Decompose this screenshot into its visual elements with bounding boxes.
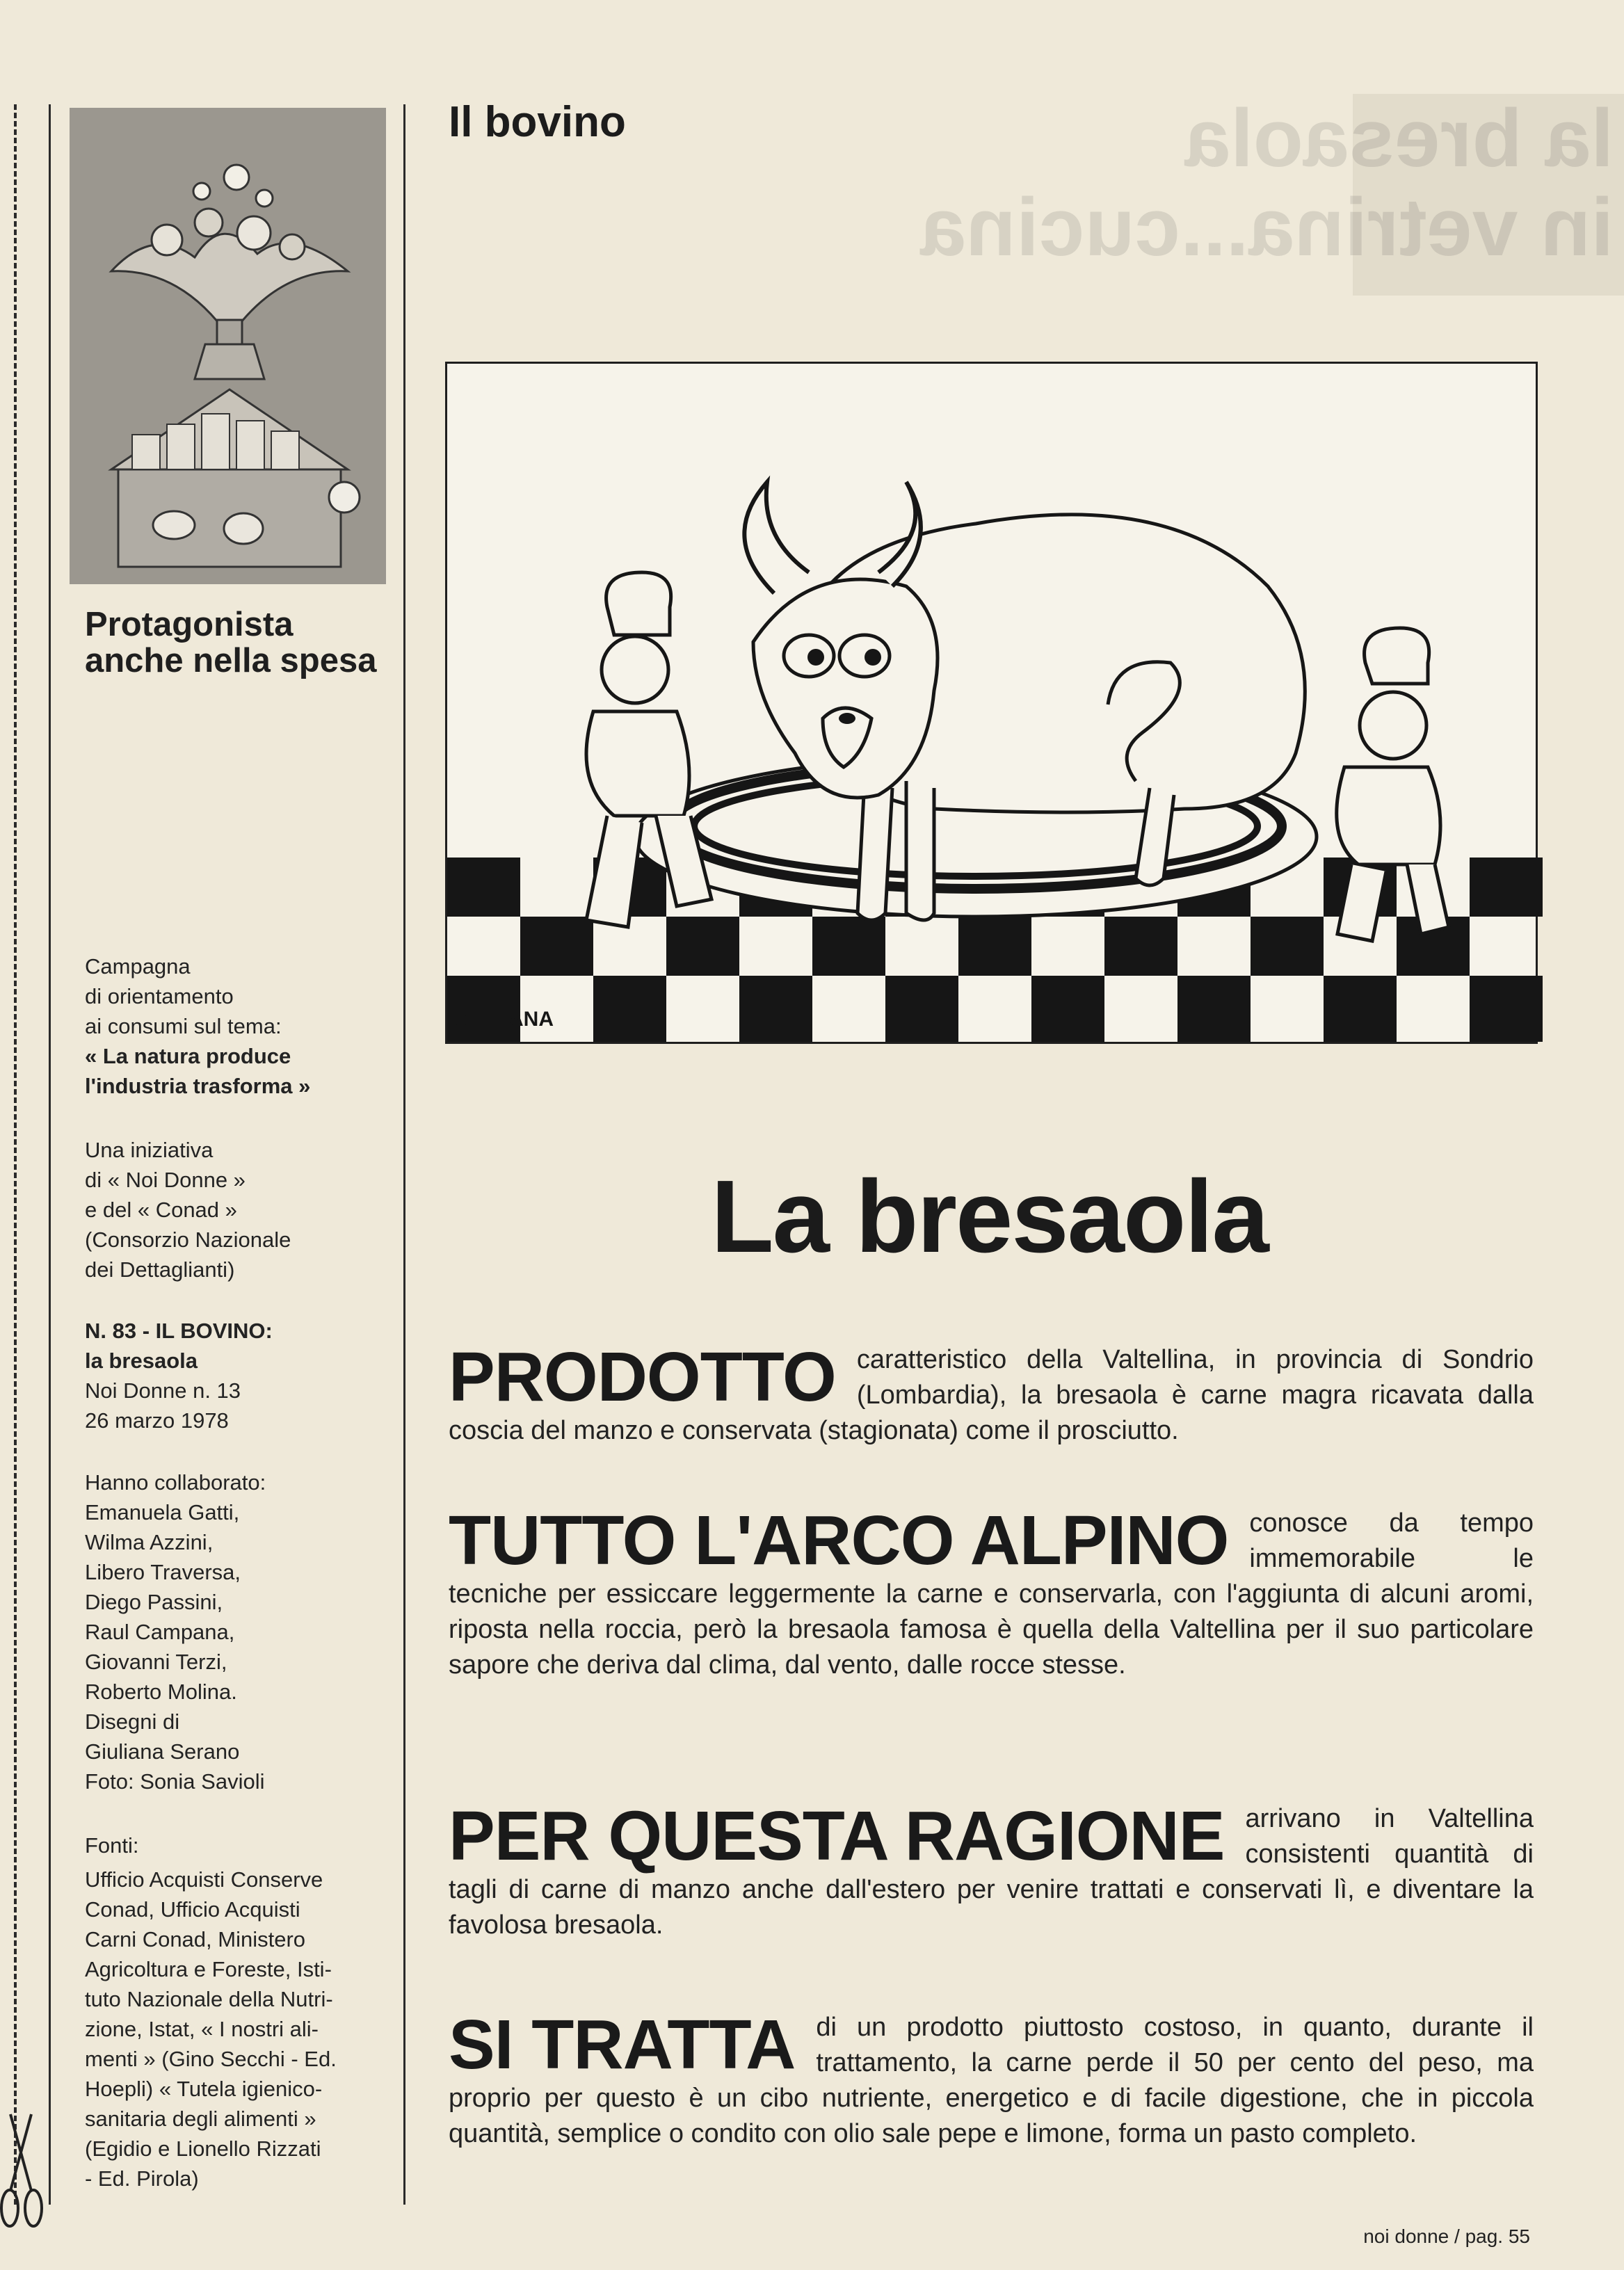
- initiative-line: dei Dettaglianti): [85, 1257, 235, 1282]
- article-paragraph: [449, 1797, 1534, 1943]
- source-line: zione, Istat, « I nostri ali-: [85, 2017, 319, 2041]
- paragraph-text: arrivano in Valtellina consistenti quantità di tagli di carne di manzo anche dall'estero per venire trattati e conservati lì, e diventare la favolosa bresaola.: [449, 1804, 1534, 1940]
- issue-subject: la bresaola: [85, 1349, 198, 1373]
- source-line: menti » (Gino Secchi - Ed.: [85, 2047, 337, 2071]
- credits-heading: Hanno collaborato:: [85, 1470, 266, 1495]
- source-line: Carni Conad, Ministero: [85, 1927, 306, 1951]
- credit-name: Roberto Molina.: [85, 1680, 237, 1704]
- ghost-line: la bresaola: [1184, 92, 1614, 184]
- credit-name: Wilma Azzini,: [85, 1530, 214, 1554]
- bull-cartoon-illustration: [445, 362, 1538, 1044]
- initiative-line: e del « Conad »: [85, 1198, 237, 1222]
- credit-name: Libero Traversa,: [85, 1560, 241, 1584]
- sidebar-heading: Protagonista anche nella spesa: [85, 606, 377, 679]
- paragraph-text: di un prodotto piuttosto costoso, in quanto, durante il trattamento, la carne perde il 50 per cento del peso, ma proprio per questo è un cibo nutriente, energetico e di facile digestione, che in piccola quantità, semplice o condito con olio sale pepe e limone, forma un pasto completo.: [449, 2013, 1534, 2148]
- credits-block: [85, 1467, 398, 1796]
- credit-name: Raul Campana,: [85, 1620, 235, 1644]
- initiative-line: (Consorzio Nazionale: [85, 1227, 291, 1252]
- drawings-name: Giuliana Serano: [85, 1739, 240, 1764]
- issue-number: N. 83 - IL BOVINO:: [85, 1319, 273, 1343]
- issue-magazine: Noi Donne n. 13: [85, 1378, 241, 1403]
- paragraph-lead: PRODOTTO: [449, 1338, 836, 1416]
- paragraph-text: conosce da tempo immemorabile le tecniche per essiccare leggermente la carne e conservarla, con l'aggiunta di alcuni aromi, riposta nella roccia, però la bresaola famosa è quella della Valtellina per il suo particolare sapore che deriva dal clima, dal vento, dalle rocce stesse.: [449, 1508, 1534, 1680]
- initiative-line: di « Noi Donne »: [85, 1168, 246, 1192]
- campaign-poster-image: [70, 108, 386, 584]
- drawings-label: Disegni di: [85, 1709, 180, 1734]
- column-divider: [403, 104, 405, 2205]
- credit-name: Emanuela Gatti,: [85, 1500, 240, 1524]
- paragraph-text: caratteristico della Valtellina, in provincia di Sondrio (Lombardia), la bresaola è carne magra ricavata dalla coscia del manzo e conservata (stagionata) come il prosciutto.: [449, 1345, 1534, 1445]
- campaign-theme: « La natura produce: [85, 1044, 291, 1068]
- source-line: tuto Nazionale della Nutri-: [85, 1987, 333, 2011]
- source-line: - Ed. Pirola): [85, 2166, 199, 2191]
- article-title: La bresaola: [711, 1159, 1268, 1274]
- source-line: (Egidio e Lionello Rizzati: [85, 2136, 321, 2161]
- initiative-line: Una iniziativa: [85, 1138, 214, 1162]
- article-paragraph: [449, 1502, 1534, 1683]
- illustration-signature: GIULIANA: [453, 1008, 554, 1031]
- sidebar-border: [49, 104, 51, 2205]
- campaign-block: [85, 951, 398, 1101]
- page-footer: noi donne / pag. 55: [1363, 2225, 1530, 2247]
- campaign-theme: l'industria trasforma »: [85, 1074, 311, 1098]
- photo-credit: Foto: Sonia Savioli: [85, 1769, 265, 1794]
- scissors-icon: [0, 2114, 49, 2232]
- paragraph-lead: PER QUESTA RAGIONE: [449, 1797, 1225, 1875]
- article-paragraph: [449, 1338, 1534, 1449]
- section-label: Il bovino: [449, 98, 626, 146]
- issue-block: [85, 1316, 398, 1435]
- source-line: Hoepli) « Tutela igienico-: [85, 2077, 323, 2101]
- initiative-block: [85, 1135, 398, 1285]
- paragraph-lead: SI TRATTA: [449, 2006, 796, 2084]
- ghost-line: in vetrina...cucina: [920, 182, 1614, 273]
- sources-heading: Fonti:: [85, 1833, 139, 1858]
- campaign-line: ai consumi sul tema:: [85, 1014, 282, 1038]
- credit-name: Diego Passini,: [85, 1590, 223, 1614]
- source-line: sanitaria degli alimenti »: [85, 2107, 316, 2131]
- source-line: Conad, Ufficio Acquisti: [85, 1897, 300, 1922]
- issue-date: 26 marzo 1978: [85, 1408, 229, 1433]
- credit-name: Giovanni Terzi,: [85, 1650, 227, 1674]
- source-line: Agricoltura e Foreste, Isti-: [85, 1957, 332, 1981]
- campaign-line: Campagna: [85, 954, 191, 979]
- article-paragraph: [449, 2006, 1534, 2152]
- paragraph-lead: TUTTO L'ARCO ALPINO: [449, 1502, 1229, 1579]
- ghost-show-through-text: [920, 92, 1614, 289]
- cut-line: [14, 104, 17, 2205]
- sources-block: [85, 1830, 398, 2193]
- campaign-line: di orientamento: [85, 984, 234, 1008]
- source-line: Ufficio Acquisti Conserve: [85, 1867, 323, 1892]
